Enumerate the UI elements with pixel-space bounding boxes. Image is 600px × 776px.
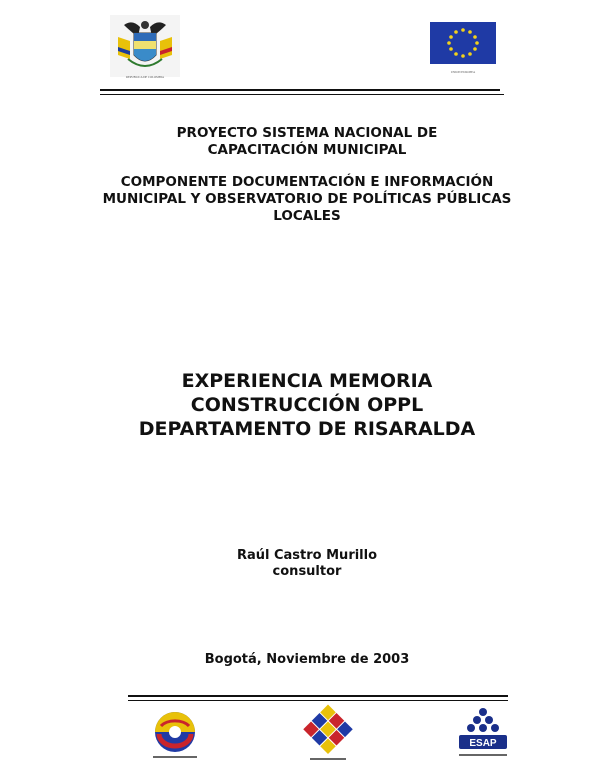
document-main-title xyxy=(60,369,554,441)
component-title-line: LOCALES xyxy=(273,208,341,224)
component-title-line: MUNICIPAL Y OBSERVATORIO DE POLÍTICAS PÚBLICAS xyxy=(102,191,512,207)
right-logo-caption: UNION EUROPEA xyxy=(450,70,476,74)
project-title-line: CAPACITACIÓN MUNICIPAL xyxy=(207,142,407,158)
footer-logo-esap xyxy=(453,706,513,766)
footer-logo-circular xyxy=(145,708,205,764)
main-title-line: DEPARTAMENTO DE RISARALDA xyxy=(138,418,476,440)
esap-pyramid-logo-icon xyxy=(453,706,513,766)
diamond-mosaic-emblem-icon xyxy=(298,704,358,764)
header-rule-thin xyxy=(100,94,504,95)
european-union-logo xyxy=(430,22,496,74)
header-rule-thick xyxy=(100,89,500,91)
author-block xyxy=(60,548,554,580)
author-name: Raúl Castro Murillo xyxy=(236,548,378,563)
footer-logo-diamond xyxy=(298,704,358,764)
date-text: Bogotá, Noviembre de 2003 xyxy=(204,652,410,667)
project-title-line: PROYECTO SISTEMA NACIONAL DE xyxy=(176,125,438,141)
main-title-line: CONSTRUCCIÓN OPPL xyxy=(190,394,424,416)
main-title-line: EXPERIENCIA MEMORIA xyxy=(181,370,433,392)
footer-rule-thick xyxy=(128,695,508,697)
esap-logo-label: ESAP xyxy=(469,738,497,749)
footer-rule-thin xyxy=(128,700,508,701)
project-title xyxy=(60,125,554,159)
colombia-coat-of-arms-icon xyxy=(110,15,180,77)
component-title-line: COMPONENTE DOCUMENTACIÓN E INFORMACIÓN xyxy=(120,174,494,190)
colombia-coat-of-arms-logo xyxy=(110,15,180,77)
publication-date xyxy=(60,652,554,668)
left-logo-caption: REPUBLICA DE COLOMBIA xyxy=(125,75,165,79)
circular-colored-emblem-icon xyxy=(145,708,205,764)
european-union-flag-icon xyxy=(430,22,496,68)
author-role: consultor xyxy=(272,564,342,579)
component-title xyxy=(60,174,554,225)
